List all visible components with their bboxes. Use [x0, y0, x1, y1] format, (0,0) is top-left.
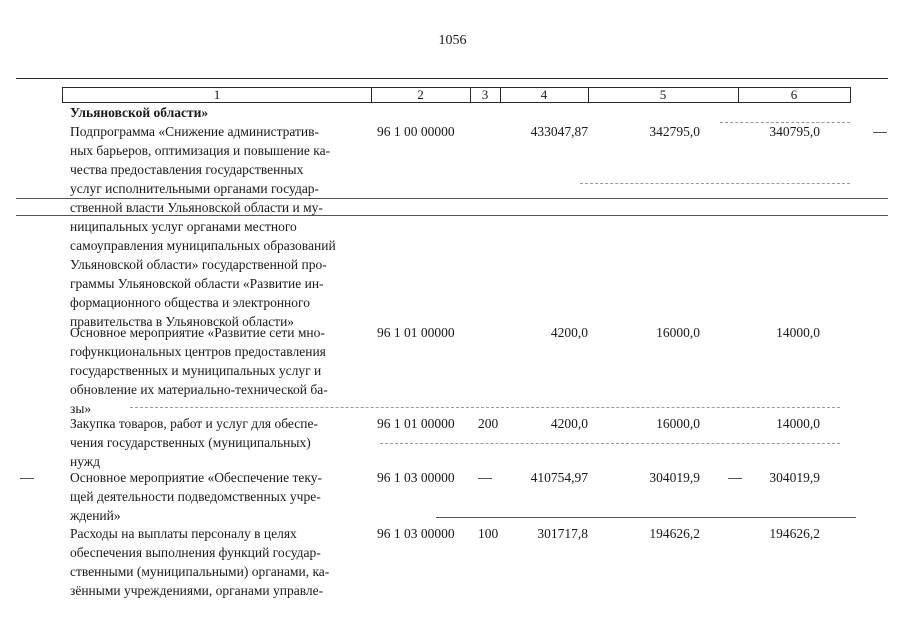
row-code: 96 1 03 00000 [377, 470, 455, 485]
row-name-line: обеспечения выполнения функций государ- [70, 545, 321, 560]
row-expense-type: 200 [478, 416, 499, 431]
row-value-col5: 342795,0 [649, 124, 700, 139]
row-name-line: ственными (муниципальными) органами, ка- [70, 564, 330, 579]
row-value-col6: 194626,2 [769, 526, 820, 541]
row-name [70, 103, 368, 122]
row-name-line: ниципальных услуг органами местного [70, 219, 297, 234]
row-name [70, 414, 368, 471]
page-number: 1056 [438, 33, 467, 48]
row-name-line: Ульяновской области» [70, 105, 209, 120]
row-name-line: Закупка товаров, работ и услуг для обеспе- [70, 416, 318, 431]
header-col-4: 4 [540, 87, 548, 102]
row-name-line: Расходы на выплаты персоналу в целях [70, 526, 297, 541]
row-name-line: Ульяновской области» государственной про- [70, 257, 327, 272]
row-value-col6: 14000,0 [776, 416, 820, 431]
row-name-line: ных барьеров, оптимизация и повышение ка- [70, 143, 331, 158]
header-col-6: 6 [790, 87, 798, 102]
table-header-row [62, 87, 851, 103]
scan-artifact-line [380, 443, 840, 444]
row-name-line: услуг исполнительными органами государ- [70, 181, 320, 196]
row-name-line: обновление их материально-технической ба- [70, 382, 328, 397]
header-col-5: 5 [659, 87, 667, 102]
margin-dash-mark [20, 478, 34, 479]
margin-dash-mark [478, 478, 492, 479]
table-top-rule [16, 78, 888, 79]
row-value-col4: 4200,0 [550, 325, 588, 340]
row-name-line: самоуправления муниципальных образований [70, 238, 336, 253]
row-value-col4: 4200,0 [550, 416, 588, 431]
row-name [70, 323, 368, 418]
row-value-col4: 301717,8 [537, 526, 588, 541]
row-name-line: Подпрограмма «Снижение административ- [70, 124, 320, 139]
row-name-line: щей деятельности подведомственных учре- [70, 489, 321, 504]
row-value-col6: 304019,9 [769, 470, 820, 485]
margin-dash-mark [873, 132, 887, 133]
header-col-1: 1 [213, 87, 221, 102]
row-name-line: зы» [70, 401, 92, 416]
scan-artifact-line [580, 183, 850, 184]
row-expense-type: 100 [478, 526, 499, 541]
row-name-line: правительства в Ульяновской области» [70, 314, 295, 329]
row-name-line: ственной власти Ульяновской области и му- [70, 200, 323, 215]
row-code: 96 1 01 00000 [377, 325, 455, 340]
row-code: 96 1 01 00000 [377, 416, 455, 431]
row-name-line: гофункциональных центров предоставления [70, 344, 326, 359]
row-value-col6: 340795,0 [769, 124, 820, 139]
row-value-col6: 14000,0 [776, 325, 820, 340]
row-name-line: чества предоставления государственных [70, 162, 304, 177]
row-name-line: зёнными учреждениями, органами управле- [70, 583, 324, 598]
row-value-col5: 16000,0 [656, 416, 700, 431]
row-name-line: Основное мероприятие «Обеспечение теку- [70, 470, 323, 485]
header-col-2: 2 [417, 87, 424, 102]
row-name [70, 468, 368, 525]
row-value-col5: 304019,9 [649, 470, 700, 485]
row-name-line: нужд [70, 454, 100, 469]
row-name [70, 524, 368, 600]
row-name-line: государственных и муниципальных услуг и [70, 363, 322, 378]
scan-artifact-line [436, 517, 856, 518]
row-name [70, 122, 368, 331]
row-name-line: чения государственных (муниципальных) [70, 435, 311, 450]
row-value-col4: 433047,87 [530, 124, 588, 139]
row-value-col5: 194626,2 [649, 526, 700, 541]
row-name-line: формационного общества и электронного [70, 295, 310, 310]
row-value-col5: 16000,0 [656, 325, 700, 340]
header-col-3: 3 [481, 87, 489, 102]
row-code: 96 1 03 00000 [377, 526, 455, 541]
row-name-line: граммы Ульяновской области «Развитие ин- [70, 276, 324, 291]
row-value-col4: 410754,97 [530, 470, 588, 485]
row-name-line: ждений» [70, 508, 121, 523]
row-name-line: Основное мероприятие «Развитие сети мно- [70, 325, 325, 340]
row-code: 96 1 00 00000 [377, 124, 455, 139]
